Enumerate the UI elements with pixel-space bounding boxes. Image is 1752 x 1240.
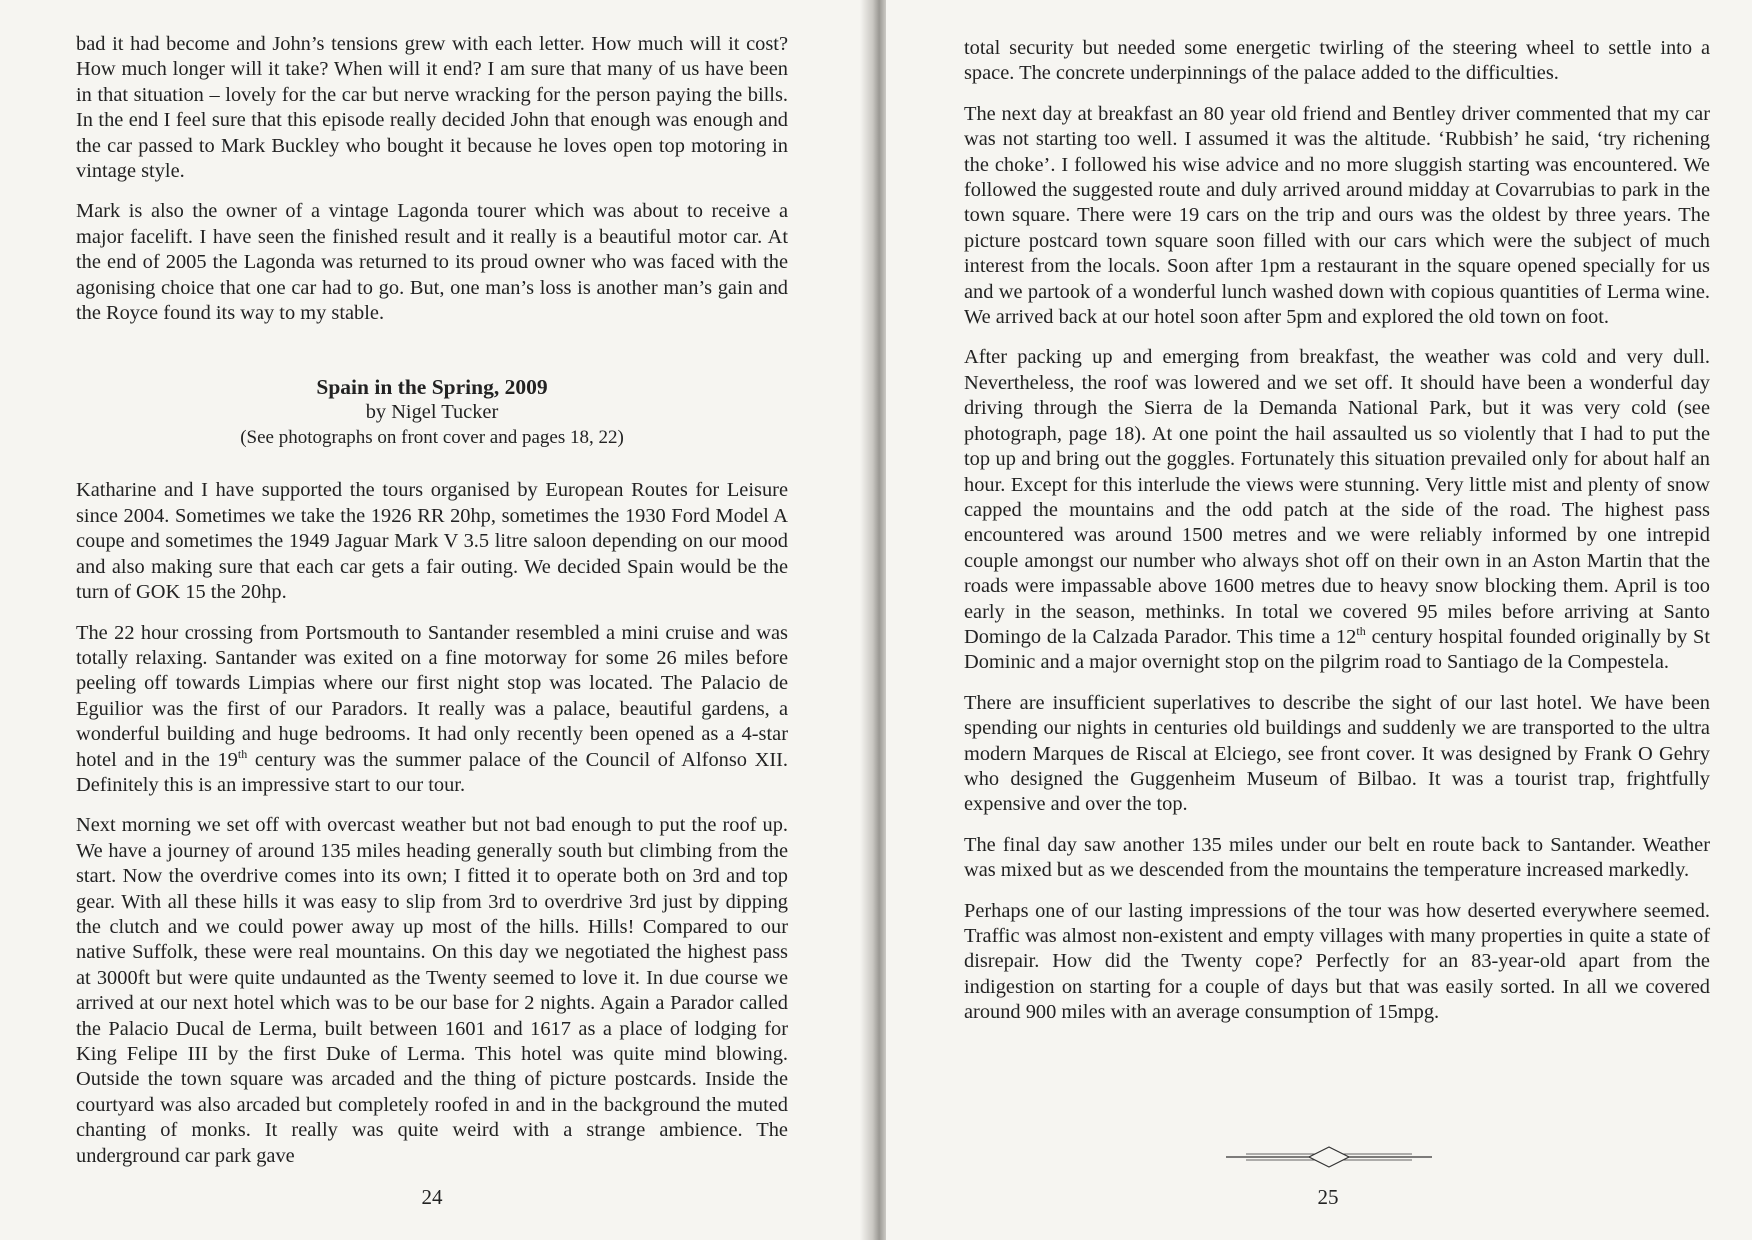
ornament-divider-icon (1226, 1145, 1432, 1169)
article-heading (76, 374, 788, 450)
paragraph: Perhaps one of our lasting impressions of the tour was how deserted everywhere seemed. Traffic was almost non-existent and empty villages with many properties in quite a state of disrepair. How did the Twenty cope? Perfectly for an 83-year-old apart from the indigestion on starting for a couple of days but that was easily sorted. In all we covered around 900 miles with an average consumption of 15mpg. (964, 899, 1710, 1024)
paragraph: The 22 hour crossing from Portsmouth to Santander resembled a mini cruise and was totally relaxing. Santander was exited on a fine motorway for some 26 miles before peeling off towards Limpias where our first night stop was located. The Palacio de Eguilior was the first of our Paradors. It really was a palace, beautiful gardens, a wonderful building and huge bedrooms. It had only recently been opened as a 4-star hotel and in the 19th century was the summer palace of the Council of Alfonso XII. Definitely this is an impressive start to our tour. (76, 621, 789, 796)
paragraph: The final day saw another 135 miles under our belt en route back to Santander. Weather was mixed but as we descended from the mountains the temperature increased markedly. (964, 833, 1710, 882)
paragraph: Katharine and I have supported the tours organised by European Routes for Leisure since 2004. Sometimes we take the 1926 RR 20hp, sometimes the 1930 Ford Model A coupe and sometimes the 1949 Jaguar Mark V 3.5 litre saloon depending on our mood and also making sure that each car gets a fair outing. We decided Spain would be the turn of GOK 15 the 20hp. (76, 479, 788, 604)
article-photo-note: (See photographs on front cover and pages 18, 22) (240, 427, 624, 449)
paragraph: There are insufficient superlatives to describe the sight of our last hotel. We have been spending our nights in centuries old buildings and suddenly we are transported to the ultra modern Marques de Riscal at Elciego, see front cover. It was designed by Frank O Gehry who designed the Guggenheim Museum of Bilbao. It was a tourist trap, frightfully expensive and over the top. (964, 691, 1710, 816)
left-page (0, 0, 872, 1240)
paragraph: The next day at breakfast an 80 year old friend and Bentley driver commented that my car was not starting too well. I assumed it was the altitude. ‘Rubbish’ he said, ‘try richening the choke’. I followed his wise advice and no more sluggish starting was encountered. We followed the suggested route and duly arrived around midday at Covarrubias to park in the town square. There were 19 cars on the trip and ours was the oldest by three years. The picture postcard town square soon filled with our cars which were the subject of much interest from the locals. Soon after 1pm a restaurant in the square opened specially for us and we partook of a wonderful lunch washed down with copious quantities of Lerma wine. We arrived back at our hotel soon after 5pm and explored the old town on foot. (964, 102, 1710, 329)
right-page (886, 0, 1752, 1240)
paragraph: Next morning we set off with overcast weather but not bad enough to put the roof up. We have a journey of around 135 miles heading generally south but climbing from the start. Now the overdrive comes into its own; I fitted it to operate both on 3rd and top gear. With all these hills it was easy to slip from 3rd to overdrive 3rd just by dipping the clutch and we could power away up most of the hills. Hills! Compared to our native Suffolk, these were real mountains. On this day we negotiated the highest pass at 3000ft but were quite undaunted as the Twenty seemed to love it. In due course we arrived at our next hotel which was to be our base for 2 nights. Again a Parador called the Palacio Ducal de Lerma, built between 1601 and 1617 as a place of lodging for King Felipe III by the first Duke of Lerma. This hotel was quite mind blowing. Outside the town square was arcaded and the thing of picture postcards. Inside the courtyard was also arcaded but completely roofed in and in the background the muted chanting of monks. It really was quite weird with a strange ambience. The underground car park gave (76, 814, 788, 1167)
article-title: Spain in the Spring, 2009 (316, 375, 548, 400)
page-number: 24 (421, 1185, 443, 1209)
paragraph: total security but needed some energetic twirling of the steering wheel to settle into a space. The concrete underpinnings of the palace added to the difficulties. (964, 37, 1710, 85)
article-byline: by Nigel Tucker (365, 401, 499, 424)
paragraph: bad it had become and John’s tensions grew with each letter. How much will it cost? How much longer will it take? When will it end? I am sure that many of us have been in that situation – lovely for the car but nerve wracking for the person paying the bills. In the end I feel sure that this episode really decided John that enough was enough and the car passed to Mark Buckley who bought it because he loves open top motoring in vintage style. (76, 33, 788, 183)
paragraph: After packing up and emerging from breakfast, the weather was cold and very dull. Nevertheless, the roof was lowered and we set off. It should have been a wonderful day driving through the Sierra de la Demanda National Park, but it was very cold (see photograph, page 18). At one point the hail assaulted us so violently that I had to put the top up and bring out the goggles. Fortunately this situation prevailed only for about half an hour. Except for this interlude the views were stunning. Very little mist and plenty of snow capped the mountains and the odd patch at the side of the road. The highest pass encountered was around 1500 metres and we were reliably informed by one intrepid couple amongst our number who always shot off on their own in an Aston Martin that the roads were impassable above 1600 metres due to heavy snow blocking them. April is too early in the season, methinks. In total we covered 95 miles before arriving at Santo Domingo de la Calzada Parador. This time a 12th century hospital founded originally by St Dominic and a major overnight stop on the pilgrim road to Santiago de la Compestela. (964, 346, 1710, 674)
paragraph: Mark is also the owner of a vintage Lagonda tourer which was about to receive a major facelift. I have seen the finished result and it really is a beautiful motor car. At the end of 2005 the Lagonda was returned to its proud owner who was faced with the agonising choice that one car had to go. But, one man’s loss is another man’s gain and the Royce found its way to my stable. (76, 200, 788, 325)
page-number: 25 (1317, 1185, 1339, 1209)
